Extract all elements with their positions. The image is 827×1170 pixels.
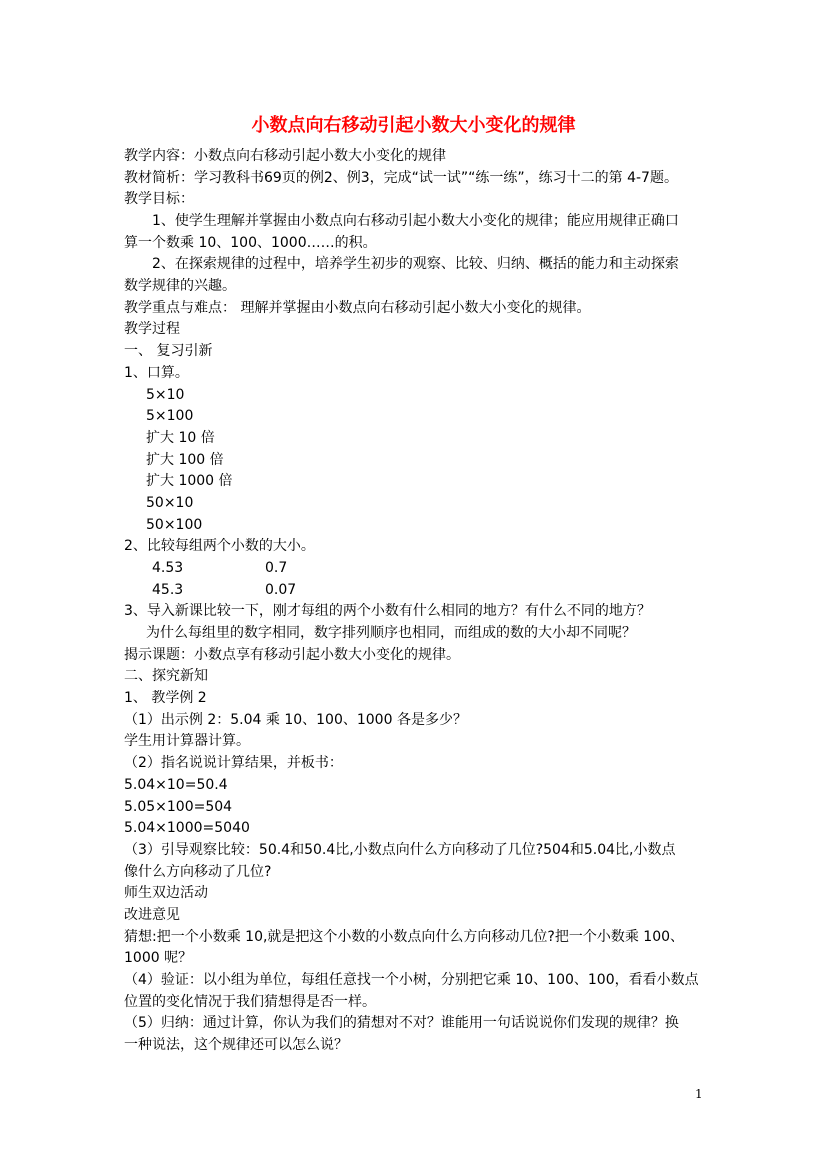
compare-value: 4.53 xyxy=(152,560,184,576)
compare-value: 45.3 xyxy=(152,582,184,598)
text-line: 教学过程 xyxy=(124,321,180,337)
text-line: 5.04×10=50.4 xyxy=(124,777,228,793)
text-line: 像什么方向移动了几位? xyxy=(124,864,272,880)
document-title: 小数点向右移动引起小数大小变化的规律 xyxy=(251,115,576,136)
text-line: 教材简析：学习教科书69页的例2、例3，完成“试一试”“练一练”，练习十二的第 4-7题。 xyxy=(124,170,678,186)
compare-row xyxy=(152,557,183,579)
text-line: 50×100 xyxy=(146,517,203,533)
text-line: 扩大 10 倍 xyxy=(146,430,215,446)
text-line: 5.05×100=504 xyxy=(124,799,233,815)
text-line: 一种说法，这个规律还可以怎么说？ xyxy=(124,1037,348,1053)
text-line: 揭示课题：小数点享有移动引起小数大小变化的规律。 xyxy=(124,647,460,663)
text-line: （2）指名说说计算结果，并板书： xyxy=(124,755,343,771)
text-line: 数学规律的兴趣。 xyxy=(124,278,236,294)
text-line: 1、 教学例 2 xyxy=(124,690,207,706)
text-line: 3、导入新课比较一下，刚才每组的两个小数有什么相同的地方？有什么不同的地方？ xyxy=(124,603,651,619)
text-line: 为什么每组里的数字相同，数字排列顺序也相同，而组成的数的大小却不同呢？ xyxy=(146,625,636,641)
text-line: 位置的变化情况于我们猜想得是否一样。 xyxy=(124,994,376,1010)
text-line: 50×10 xyxy=(146,495,194,511)
text-line: 师生双边活动 xyxy=(124,885,208,901)
text-line: 教学内容：小数点向右移动引起小数大小变化的规律 xyxy=(124,148,446,164)
compare-value: 0.07 xyxy=(265,582,297,598)
text-line: 教学重点与难点： 理解并掌握由小数点向右移动引起小数大小变化的规律。 xyxy=(124,300,591,316)
text-line: 二、探究新知 xyxy=(124,668,208,684)
compare-row xyxy=(152,579,183,601)
text-line: （1）出示例 2：5.04 乘 10、100、1000 各是多少？ xyxy=(124,712,467,728)
text-line: （3）引导观察比较：50.4和50.4比,小数点向什么方向移动了几位?504和5.04比,小数点 xyxy=(124,842,676,858)
text-line: （5）归纳：通过计算，你认为我们的猜想对不对？谁能用一句话说说你们发现的规律？换 xyxy=(124,1015,679,1031)
text-line: 教学目标： xyxy=(124,191,194,207)
page-number: 1 xyxy=(695,1087,703,1101)
compare-row xyxy=(265,579,296,601)
text-line: （4）验证：以小组为单位，每组任意找一个小树，分别把它乘 10、100、100，看看小数点 xyxy=(124,972,699,988)
text-line: 5×10 xyxy=(146,387,185,403)
text-line: 5.04×1000=5040 xyxy=(124,820,250,836)
text-line: 扩大 1000 倍 xyxy=(146,473,233,489)
text-line: 改进意见 xyxy=(124,907,180,923)
text-line: 1、口算。 xyxy=(124,365,189,381)
text-line: 扩大 100 倍 xyxy=(146,452,224,468)
text-line: 一、 复习引新 xyxy=(124,343,213,359)
text-line: 1000 呢？ xyxy=(124,950,193,966)
compare-row xyxy=(265,557,287,579)
text-line: 学生用计算器计算。 xyxy=(124,733,250,749)
text-line: 1、使学生理解并掌握由小数点向右移动引起小数大小变化的规律；能应用规律正确口 xyxy=(152,213,679,229)
text-line: 5×100 xyxy=(146,408,194,424)
text-line: 2、在探索规律的过程中，培养学生初步的观察、比较、归纳、概括的能力和主动探索 xyxy=(152,256,679,272)
text-line: 猜想:把一个小数乘 10,就是把这个小数的小数点向什么方向移动几位?把一个小数乘 100、 xyxy=(124,929,685,945)
text-line: 算一个数乘 10、100、1000……的积。 xyxy=(124,235,377,251)
text-line: 2、比较每组两个小数的大小。 xyxy=(124,538,315,554)
compare-value: 0.7 xyxy=(265,560,288,576)
